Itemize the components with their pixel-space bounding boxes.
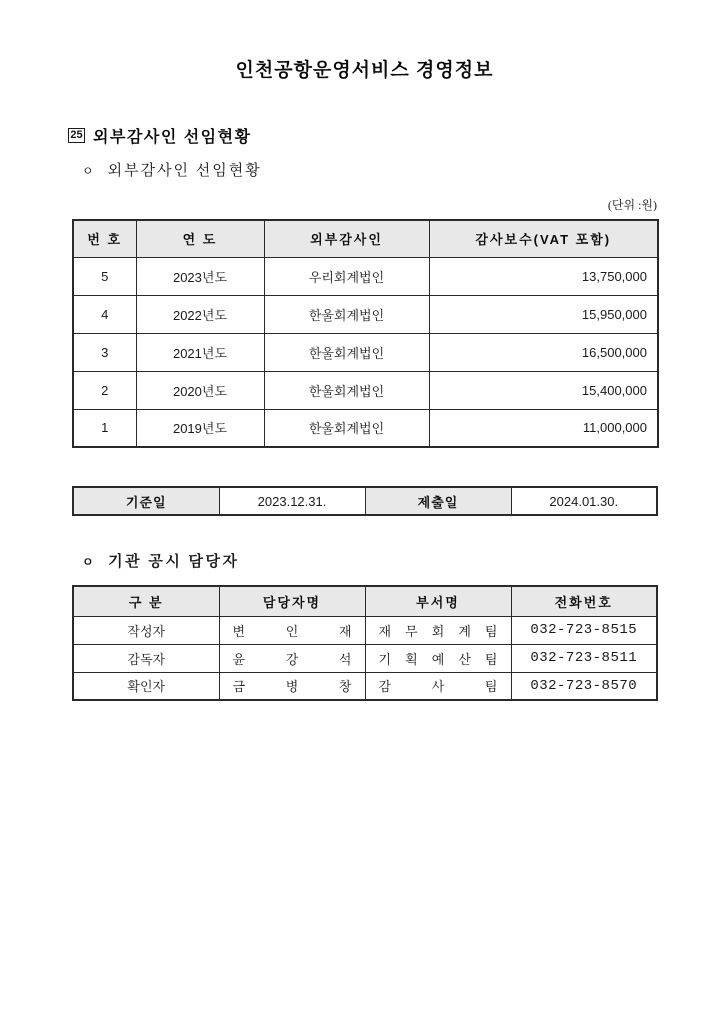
cell-name: 금 병 창	[219, 672, 365, 700]
column-header-phone: 전화번호	[511, 586, 657, 616]
cell-role: 작성자	[73, 616, 219, 644]
cell-year: 2023년도	[136, 257, 264, 295]
cell-role: 확인자	[73, 672, 219, 700]
cell-year: 2022년도	[136, 295, 264, 333]
section-heading	[68, 124, 657, 147]
table-row	[73, 616, 657, 644]
cell-auditor: 한울회계법인	[264, 371, 429, 409]
date-table	[72, 486, 658, 516]
cell-role: 감독자	[73, 644, 219, 672]
date-table-row	[73, 487, 657, 515]
cell-no: 5	[73, 257, 136, 295]
table-row	[73, 409, 658, 447]
cell-auditor: 한울회계법인	[264, 295, 429, 333]
section-number-box: 25	[68, 128, 85, 143]
cell-no: 2	[73, 371, 136, 409]
page-title: 인천공항운영서비스 경영정보	[235, 60, 494, 81]
cell-phone: 032-723-8515	[511, 616, 657, 644]
table-row	[73, 644, 657, 672]
cell-no: 1	[73, 409, 136, 447]
section-title: 외부감사인 선임현황	[93, 129, 252, 146]
audit-fee-table	[72, 219, 659, 448]
cell-fee: 16,500,000	[429, 333, 658, 371]
audit-table-header-row	[73, 220, 658, 257]
column-header-fee: 감사보수(VAT 포함)	[429, 220, 658, 257]
column-header-role: 구 분	[73, 586, 219, 616]
table-row	[73, 371, 658, 409]
cell-name: 변 인 재	[219, 616, 365, 644]
contact-table-header-row	[73, 586, 657, 616]
cell-name: 윤 강 석	[219, 644, 365, 672]
cell-phone: 032-723-8511	[511, 644, 657, 672]
contact-table	[72, 585, 658, 701]
cell-auditor: 한울회계법인	[264, 333, 429, 371]
base-date-value: 2023.12.31.	[219, 487, 365, 515]
table-row	[73, 672, 657, 700]
table-row	[73, 295, 658, 333]
column-header-name: 담당자명	[219, 586, 365, 616]
cell-fee: 11,000,000	[429, 409, 658, 447]
cell-dept: 기 획 예 산 팀	[365, 644, 511, 672]
cell-dept: 감 사 팀	[365, 672, 511, 700]
cell-year: 2019년도	[136, 409, 264, 447]
cell-fee: 15,950,000	[429, 295, 658, 333]
cell-dept: 재 무 회 계 팀	[365, 616, 511, 644]
cell-phone: 032-723-8570	[511, 672, 657, 700]
cell-year: 2021년도	[136, 333, 264, 371]
cell-auditor: 우리회계법인	[264, 257, 429, 295]
column-header-dept: 부서명	[365, 586, 511, 616]
subsection-audit-appointment	[82, 159, 657, 180]
circle-bullet-icon: ㅇ	[82, 555, 97, 569]
column-header-no: 번 호	[73, 220, 136, 257]
cell-no: 4	[73, 295, 136, 333]
subsection-label: 외부감사인 선임현황	[107, 163, 262, 179]
cell-no: 3	[73, 333, 136, 371]
column-header-year: 연 도	[136, 220, 264, 257]
cell-fee: 13,750,000	[429, 257, 658, 295]
contact-section-heading	[82, 550, 657, 571]
cell-fee: 15,400,000	[429, 371, 658, 409]
table-row	[73, 333, 658, 371]
column-header-auditor: 외부감사인	[264, 220, 429, 257]
base-date-label: 기준일	[73, 487, 219, 515]
unit-note: (단위 :원)	[607, 198, 657, 212]
table-row	[73, 257, 658, 295]
submit-date-label: 제출일	[365, 487, 511, 515]
submit-date-value: 2024.01.30.	[511, 487, 657, 515]
cell-year: 2020년도	[136, 371, 264, 409]
cell-auditor: 한울회계법인	[264, 409, 429, 447]
contact-section-label: 기관 공시 담당자	[108, 554, 240, 570]
circle-bullet-icon: ㅇ	[82, 164, 96, 178]
